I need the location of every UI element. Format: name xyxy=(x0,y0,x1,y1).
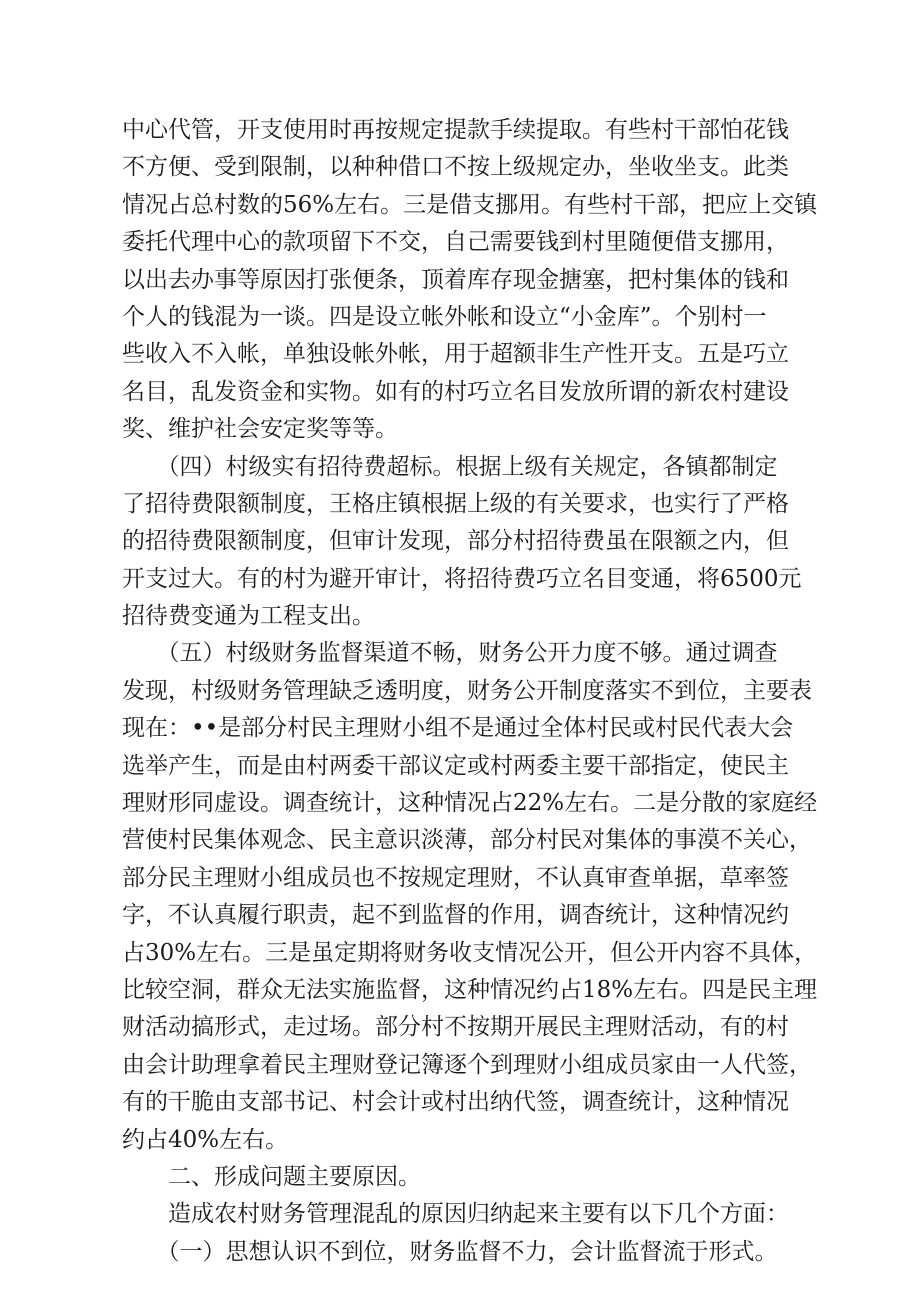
text-line: 些收入不入帐，单独设帐外帐，用于超额非生产性开支。五是巧立 xyxy=(122,341,789,368)
text-line: 造成农村财务管理混乱的原因归纳起来主要有以下几个方面： xyxy=(122,1201,789,1228)
text-line: 奖、维护社会安定奖等等。 xyxy=(122,416,398,443)
text-line: 约占40%左右。 xyxy=(122,1126,289,1153)
text-line: 选举产生，而是由村两委干部议定或村两委主要干部指定，使民主 xyxy=(122,752,789,779)
text-line: 占30%左右。三是虽定期将财务收支情况公开，但公开内容不具体， xyxy=(122,939,818,966)
section-heading-line: （四）村级实有招待费超标。根据上级有关规定，各镇都制定 xyxy=(122,453,778,480)
text-line: 营使村民集体观念、民主意识淡薄，部分村民对集体的事漠不关心， xyxy=(122,827,812,854)
text-line: 发现，村级财务管理缺乏透明度，财务公开制度落实不到位，主要表 xyxy=(122,677,812,704)
text-line: 比较空洞，群众无法实施监督，这种情况约占18%左右。四是民主理 xyxy=(122,976,818,1003)
text-line: 有的干脆由支部书记、村会计或村出纳代签，调查统计，这种情况 xyxy=(122,1089,789,1116)
section-heading-line: （五）村级财务监督渠道不畅，财务公开力度不够。通过调查 xyxy=(122,640,778,667)
text-line: 名目，乱发资金和实物。如有的村巧立名目发放所谓的新农村建设 xyxy=(122,378,789,405)
text-line: 个人的钱混为一谈。四是设立帐外帐和设立“小金库”。个别村一 xyxy=(122,303,767,330)
text-line: 不方便、受到限制，以种种借口不按上级规定办，坐收坐支。此类 xyxy=(122,154,789,181)
text-line: 财活动搞形式，走过场。部分村不按期开展民主理财活动，有的村 xyxy=(122,1014,789,1041)
document-body xyxy=(122,112,818,1271)
text-line: 字，不认真履行职责，起不到监督的作用，调杳统计，这种情况约 xyxy=(122,902,789,929)
text-line: 中心代管，开支使用时再按规定提款手续提取。有些村干部怕花钱 xyxy=(122,117,789,143)
text-line: 的招待费限额制度，但审计发现，部分村招待费虽在限额之内，但 xyxy=(122,528,789,555)
text-line: 部分民主理财小组成员也不按规定理财，不认真审查单据，草率签 xyxy=(122,864,789,891)
text-line: 开支过大。有的村为避开审计，将招待费巧立名目变通，将6500元 xyxy=(122,565,802,592)
text-line: 现在：••是部分村民主理财小组不是通过全体村民或村民代表大会 xyxy=(122,715,794,742)
text-line: 委托代理中心的款项留下不交，自己需要钱到村里随便借支挪用， xyxy=(122,229,789,256)
text-line: 由会计助理拿着民主理财登记簿逐个到理财小组成员家由一人代签， xyxy=(122,1051,812,1078)
text-line: 以出去办事等原因打张便条，顶着库存现金搪塞，把村集体的钱和 xyxy=(122,266,789,293)
text-line: 招待费变通为工程支出。 xyxy=(122,603,375,630)
text-line: 了招待费限额制度，王格庄镇根据上级的有关要求，也实行了严格 xyxy=(122,490,789,517)
text-line: 情况占总村数的56%左右。三是借支挪用。有些村干部，把应上交镇 xyxy=(122,191,818,218)
text-line: 理财形同虚设。调查统计，这种情况占22%左右。二是分散的家庭经 xyxy=(122,790,818,817)
section-heading-line: （一）思想认识不到位，财务监督不力，会计监督流于形式。 xyxy=(122,1238,778,1265)
section-heading-line: 二、形成问题主要原因。 xyxy=(122,1163,421,1190)
